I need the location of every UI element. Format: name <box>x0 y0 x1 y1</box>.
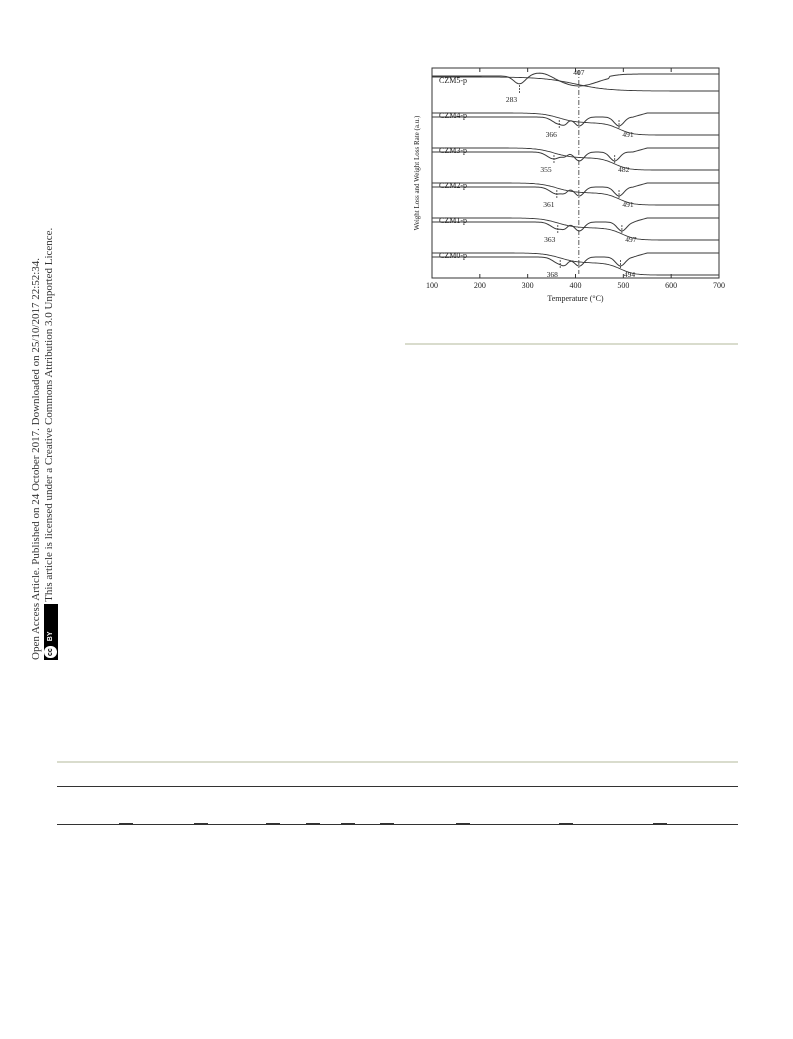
peak-label: 491 <box>622 130 634 139</box>
x-tick-label: 600 <box>665 281 678 290</box>
peak-label: 366 <box>545 130 557 139</box>
table-header-rule <box>57 786 738 787</box>
table-column-mark <box>306 823 320 825</box>
peak-label: 361 <box>543 200 555 209</box>
dtg-curve <box>432 148 719 161</box>
x-tick-label: 100 <box>426 281 438 290</box>
x-tick-label: 200 <box>473 281 486 290</box>
figure-divider <box>405 343 738 345</box>
dtg-curve <box>432 113 719 126</box>
tg-curve <box>432 77 719 91</box>
series-label: CZM4-p <box>439 111 467 120</box>
x-tick-label: 700 <box>713 281 725 290</box>
license-notice <box>0 0 60 680</box>
peak-label: 497 <box>625 235 637 244</box>
peak-label: 355 <box>540 165 552 174</box>
peak-label: 283 <box>505 95 518 104</box>
table-column-mark <box>194 823 208 825</box>
y-axis-label: Weight Loss and Weight Loss Rate (a.u.) <box>413 115 421 231</box>
peak-label: 494 <box>623 270 636 279</box>
tga-chart <box>405 58 735 308</box>
table-top-divider <box>57 761 738 763</box>
notice-published-line: Open Access Article. Published on 24 October 2017. Downloaded on 25/10/2017 22:52:34. <box>30 257 42 660</box>
table-column-mark <box>341 823 355 825</box>
series-label: CZM0-p <box>439 251 467 260</box>
dtg-curve <box>432 183 719 196</box>
table-column-mark <box>559 823 573 825</box>
plot-frame <box>432 68 719 278</box>
table-column-mark <box>266 823 280 825</box>
table-body-rule <box>57 824 738 825</box>
table-column-mark <box>653 823 667 825</box>
peak-label: 482 <box>618 165 630 174</box>
x-tick-label: 300 <box>521 281 534 290</box>
tga-figure <box>405 58 735 308</box>
cc-by-license-icon[interactable] <box>44 604 58 660</box>
peak-label: 491 <box>622 200 634 209</box>
table-column-mark <box>119 823 133 825</box>
cc-icon: cc <box>44 646 57 658</box>
peak-label: 363 <box>544 235 556 244</box>
by-icon: BY <box>47 631 54 642</box>
dtg-curve <box>432 218 719 231</box>
series-label: CZM1-p <box>439 216 467 225</box>
series-label: CZM3-p <box>439 146 467 155</box>
x-tick-label: 500 <box>617 281 630 290</box>
notice-license-line[interactable]: This article is licensed under a Creative Commons Attribution 3.0 Unported Licence. <box>43 227 55 602</box>
x-axis-label: Temperature (°C) <box>547 294 604 303</box>
table-column-mark <box>456 823 470 825</box>
table-column-mark <box>380 823 394 825</box>
series-label: CZM2-p <box>439 181 467 190</box>
dtg-curve <box>432 253 719 266</box>
peak-label: 407 <box>573 68 585 77</box>
series-label: CZM5-p <box>439 76 467 85</box>
x-tick-label: 400 <box>569 281 582 290</box>
peak-label: 368 <box>546 270 558 279</box>
